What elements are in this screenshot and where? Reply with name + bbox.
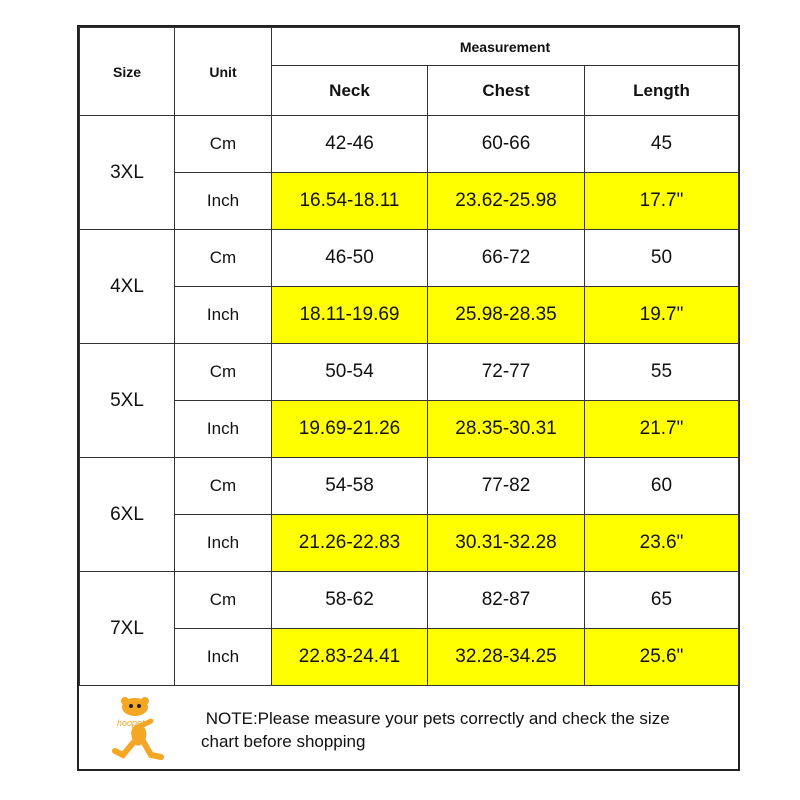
unit-label: Cm <box>175 116 272 173</box>
neck-value: 22.83-24.41 <box>272 629 428 686</box>
logo-text: hoopet <box>117 718 145 728</box>
table-row <box>80 116 739 173</box>
size-label: 4XL <box>80 230 175 344</box>
size-label: 5XL <box>80 344 175 458</box>
length-value: 50 <box>585 230 739 287</box>
unit-label: Cm <box>175 572 272 629</box>
neck-value: 21.26-22.83 <box>272 515 428 572</box>
chest-value: 60-66 <box>428 116 585 173</box>
note-text: NOTE:Please measure your pets correctly and check the size chart before shopping <box>201 709 670 751</box>
table-row <box>80 458 739 515</box>
length-value: 45 <box>585 116 739 173</box>
length-value: 55 <box>585 344 739 401</box>
header-size: Size <box>80 28 175 116</box>
neck-value: 16.54-18.11 <box>272 173 428 230</box>
neck-value: 50-54 <box>272 344 428 401</box>
header-unit: Unit <box>175 28 272 116</box>
table-row <box>80 515 739 572</box>
size-table <box>79 27 739 686</box>
unit-label: Inch <box>175 629 272 686</box>
chest-value: 82-87 <box>428 572 585 629</box>
header-measurement: Measurement <box>272 28 739 66</box>
size-chart <box>77 25 740 771</box>
unit-label: Inch <box>175 173 272 230</box>
length-value: 65 <box>585 572 739 629</box>
length-value: 25.6" <box>585 629 739 686</box>
chest-value: 30.31-32.28 <box>428 515 585 572</box>
size-label: 6XL <box>80 458 175 572</box>
footer <box>79 683 738 769</box>
chest-value: 28.35-30.31 <box>428 401 585 458</box>
chest-value: 25.98-28.35 <box>428 287 585 344</box>
chest-value: 23.62-25.98 <box>428 173 585 230</box>
neck-value: 19.69-21.26 <box>272 401 428 458</box>
neck-value: 46-50 <box>272 230 428 287</box>
unit-label: Inch <box>175 515 272 572</box>
unit-label: Cm <box>175 344 272 401</box>
neck-value: 58-62 <box>272 572 428 629</box>
table-row <box>80 173 739 230</box>
table-row <box>80 230 739 287</box>
length-value: 21.7" <box>585 401 739 458</box>
header-neck: Neck <box>272 66 428 116</box>
chest-value: 77-82 <box>428 458 585 515</box>
length-value: 17.7" <box>585 173 739 230</box>
unit-label: Cm <box>175 458 272 515</box>
chest-value: 66-72 <box>428 230 585 287</box>
dog-mascot-icon <box>103 693 173 767</box>
table-row <box>80 344 739 401</box>
chest-value: 72-77 <box>428 344 585 401</box>
unit-label: Inch <box>175 287 272 344</box>
table-row <box>80 629 739 686</box>
length-value: 19.7" <box>585 287 739 344</box>
length-value: 60 <box>585 458 739 515</box>
header-chest: Chest <box>428 66 585 116</box>
table-row <box>80 572 739 629</box>
length-value: 23.6" <box>585 515 739 572</box>
size-label: 3XL <box>80 116 175 230</box>
neck-value: 54-58 <box>272 458 428 515</box>
header-length: Length <box>585 66 739 116</box>
unit-label: Inch <box>175 401 272 458</box>
table-row <box>80 401 739 458</box>
neck-value: 18.11-19.69 <box>272 287 428 344</box>
unit-label: Cm <box>175 230 272 287</box>
table-row <box>80 287 739 344</box>
neck-value: 42-46 <box>272 116 428 173</box>
chest-value: 32.28-34.25 <box>428 629 585 686</box>
size-label: 7XL <box>80 572 175 686</box>
